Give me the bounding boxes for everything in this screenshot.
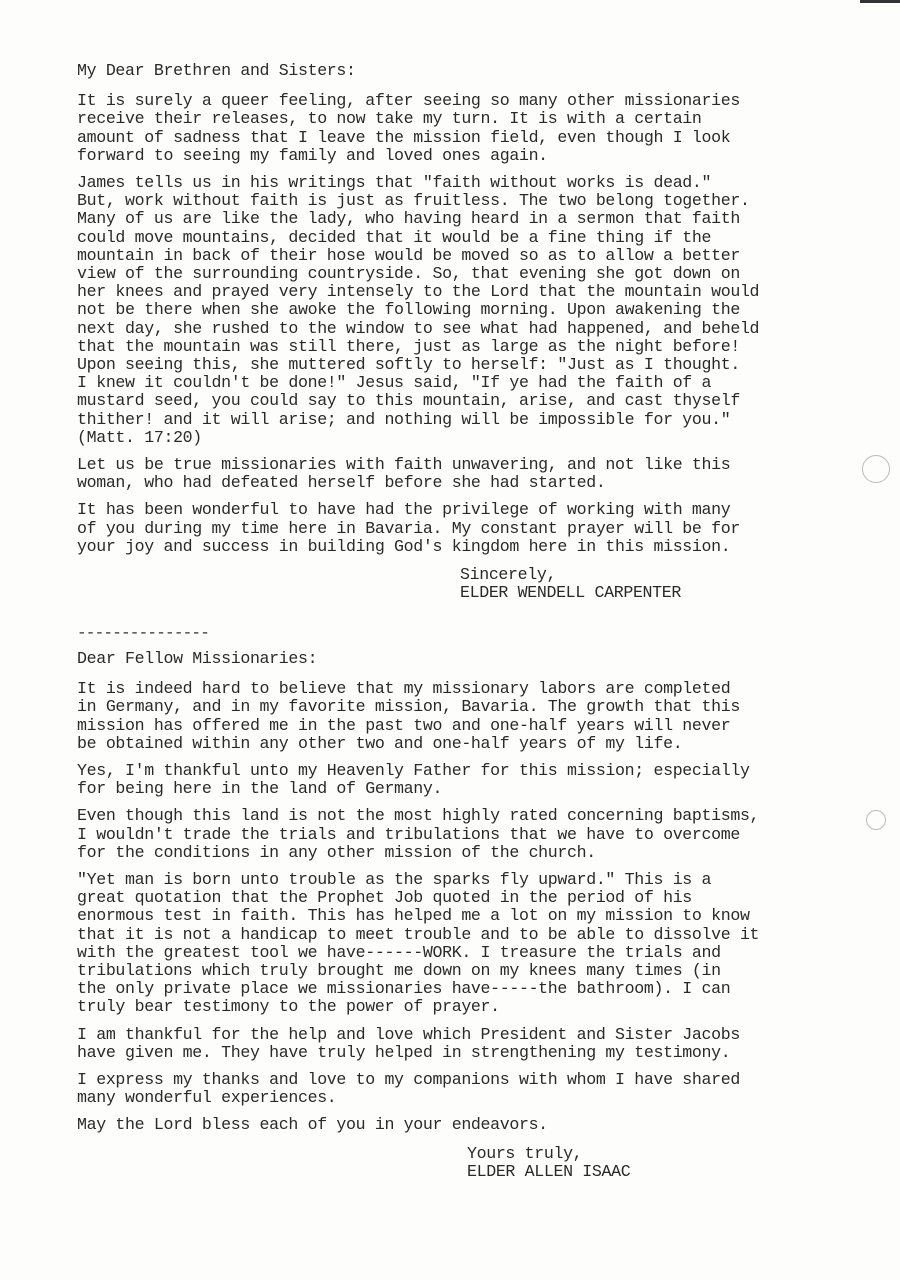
letter-isaac: [77, 650, 877, 1181]
signature-name: ELDER ALLEN ISAAC: [467, 1162, 631, 1182]
paragraph: I express my thanks and love to my companions with whom I have shared many wonderful experiences.: [77, 1070, 740, 1108]
paragraph: James tells us in his writings that "faith without works is dead." But, work without faith is just as fruitless. The two belong together. Many of us are like the lady, who having heard in a sermon that faith could move mountains, decided that it would be a fine thing if the mountain in back of their hose would be moved so as to allow a better view of the surrounding countryside. So, that evening she got down on her knees and prayed very intensely to the Lord that the mountain would not be there when she awoke the following morning. Upon awakening the next day, she rushed to the window to see what had happened, and beheld that the mountain was still there, just as large as the night before! Upon seeing this, she muttered softly to herself: "Just as I thought. I knew it couldn't be done!" Jesus said, "If ye had the faith of a mustard seed, you could say to this mountain, arise, and cast thyself thither! and it will arise; and nothing will be impossible for you." (Matt. 17:20): [77, 173, 760, 447]
salutation: My Dear Brethren and Sisters:: [77, 61, 356, 80]
paragraph: "Yet man is born unto trouble as the sparks fly upward." This is a great quotation that the Prophet Job quoted in the period of his enormous test in faith. This has helped me a lot on my mission to know that it is not a handicap to meet trouble and to be able to dissolve it with the greatest tool we have------WORK. I treasure the trials and tribulations which truly brought me down on my knees many times (in the only private place we missionaries have-----the bathroom). I can truly bear testimony to the power of prayer.: [77, 870, 760, 1017]
punch-hole-mark: [866, 810, 886, 830]
paragraph: Let us be true missionaries with faith unwavering, and not like this woman, who had defeated herself before she had started.: [77, 455, 731, 493]
letter-carpenter: [77, 62, 877, 603]
separator-line: ---------------: [77, 624, 210, 642]
signature-block: [460, 566, 877, 603]
closing: Sincerely,: [460, 565, 557, 585]
scan-edge-mark: [860, 0, 900, 3]
signature-block: [467, 1145, 877, 1182]
signature-name: ELDER WENDELL CARPENTER: [460, 583, 681, 603]
paragraph: It is surely a queer feeling, after seeing so many other missionaries receive their releases, to now take my turn. It is with a certain amount of sadness that I leave the mission field, even though I look forward to seeing my family and loved ones again.: [77, 91, 740, 165]
punch-hole-mark: [862, 455, 890, 483]
paragraph: I am thankful for the help and love which President and Sister Jacobs have given me. They have truly helped in strengthening my testimony.: [77, 1024, 740, 1062]
paragraph: Yes, I'm thankful unto my Heavenly Father for this mission; especially for being here in the land of Germany.: [77, 761, 750, 799]
paragraph: It has been wonderful to have had the privilege of working with many of you during my time here in Bavaria. My constant prayer will be for your joy and success in building God's kingdom here in this mission.: [77, 500, 740, 556]
closing: Yours truly,: [467, 1143, 583, 1163]
paragraph: It is indeed hard to believe that my missionary labors are completed in Germany, and in my favorite mission, Bavaria. The growth that this mission has offered me in the past two and one-half years will never be obtained within any other two and one-half years of my life.: [77, 679, 740, 753]
paragraph: Even though this land is not the most highly rated concerning baptisms, I wouldn't trade the trials and tribulations that we have to overcome for the conditions in any other mission of the church.: [77, 806, 760, 862]
paragraph: May the Lord bless each of you in your endeavors.: [77, 1115, 548, 1135]
salutation: Dear Fellow Missionaries:: [77, 649, 318, 668]
